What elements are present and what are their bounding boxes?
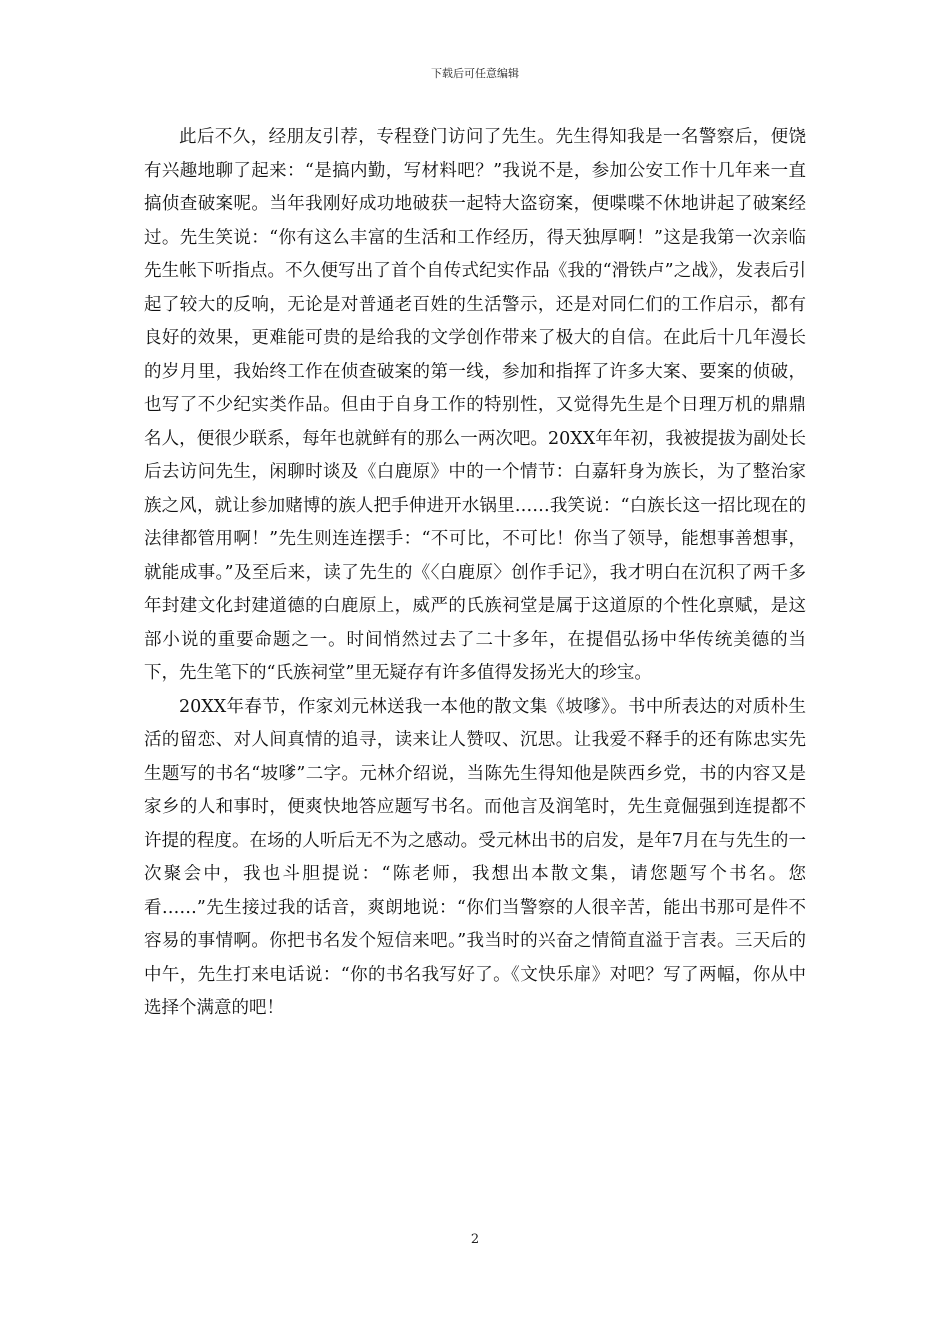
paragraph-2: 20XX年春节，作家刘元林送我一本他的散文集《坡嗲》。书中所表达的对质朴生活的留恋、对人间真情的追寻，读来让人赞叹、沉思。让我爱不释手的还有陈忠实先生题写的书名“坡嗲”二字。元林介绍说，当陈先生得知他是陕西乡党，书的内容又是家乡的人和事时，便爽快地答应题写书名。而他言及润笔时，先生竟倔强到连提都不许提的程度。在场的人听后无不为之感动。受元林出书的启发，是年7月在与先生的一次聚会中，我也斗胆提说：“陈老师，我想出本散文集，请您题写个书名。您看……”先生接过我的话音，爽朗地说：“你们当警察的人很辛苦，能出书那可是件不容易的事情啊。你把书名发个短信来吧。”我当时的兴奋之情简直溢于言表。三天后的中午，先生打来电话说：“你的书名我写好了。《文快乐扉》对吧？写了两幅，你从中选择个满意的吧！ (144, 696, 806, 1018)
document-body (144, 121, 806, 1026)
page-number: 2 (470, 1232, 480, 1247)
paragraph-1: 此后不久，经朋友引荐，专程登门访问了先生。先生得知我是一名警察后，便饶有兴趣地聊了起来：“是搞内勤，写材料吧？”我说不是，参加公安工作十几年来一直搞侦查破案呢。当年我刚好成功地破获一起特大盗窃案，便喋喋不休地讲起了破案经过。先生笑说：“你有这么丰富的生活和工作经历，得天独厚啊！”这是我第一次亲临先生帐下听指点。不久便写出了首个自传式纪实作品《我的“滑铁卢”之战》，发表后引起了较大的反响，无论是对普通老百姓的生活警示，还是对同仁们的工作启示，都有良好的效果，更难能可贵的是给我的文学创作带来了极大的自信。在此后十几年漫长的岁月里，我始终工作在侦查破案的第一线，参加和指挥了许多大案、要案的侦破，也写了不少纪实类作品。但由于自身工作的特别性，又觉得先生是个日理万机的鼎鼎名人，便很少联系，每年也就鲜有的那么一两次吧。20XX年年初，我被提拔为副处长后去访问先生，闲聊时谈及《白鹿原》中的一个情节：白嘉轩身为族长，为了整治家族之风，就让参加赌博的族人把手伸进开水锅里……我笑说：“白族长这一招比现在的法律都管用啊！”先生则连连摆手：“不可比，不可比！你当了领导，能想事善想事，就能成事。”及至后来，读了先生的《〈白鹿原〉创作手记》，我才明白在沉积了两千多年封建文化封建道德的白鹿原上，威严的氏族祠堂是属于这道原的个性化禀赋，是这部小说的重要命题之一。时间悄然过去了二十多年，在提倡弘扬中华传统美德的当下，先生笔下的“氏族祠堂”里无疑存有许多值得发扬光大的珍宝。 (144, 127, 806, 683)
page-header: 下载后可任意编辑 (431, 67, 519, 80)
